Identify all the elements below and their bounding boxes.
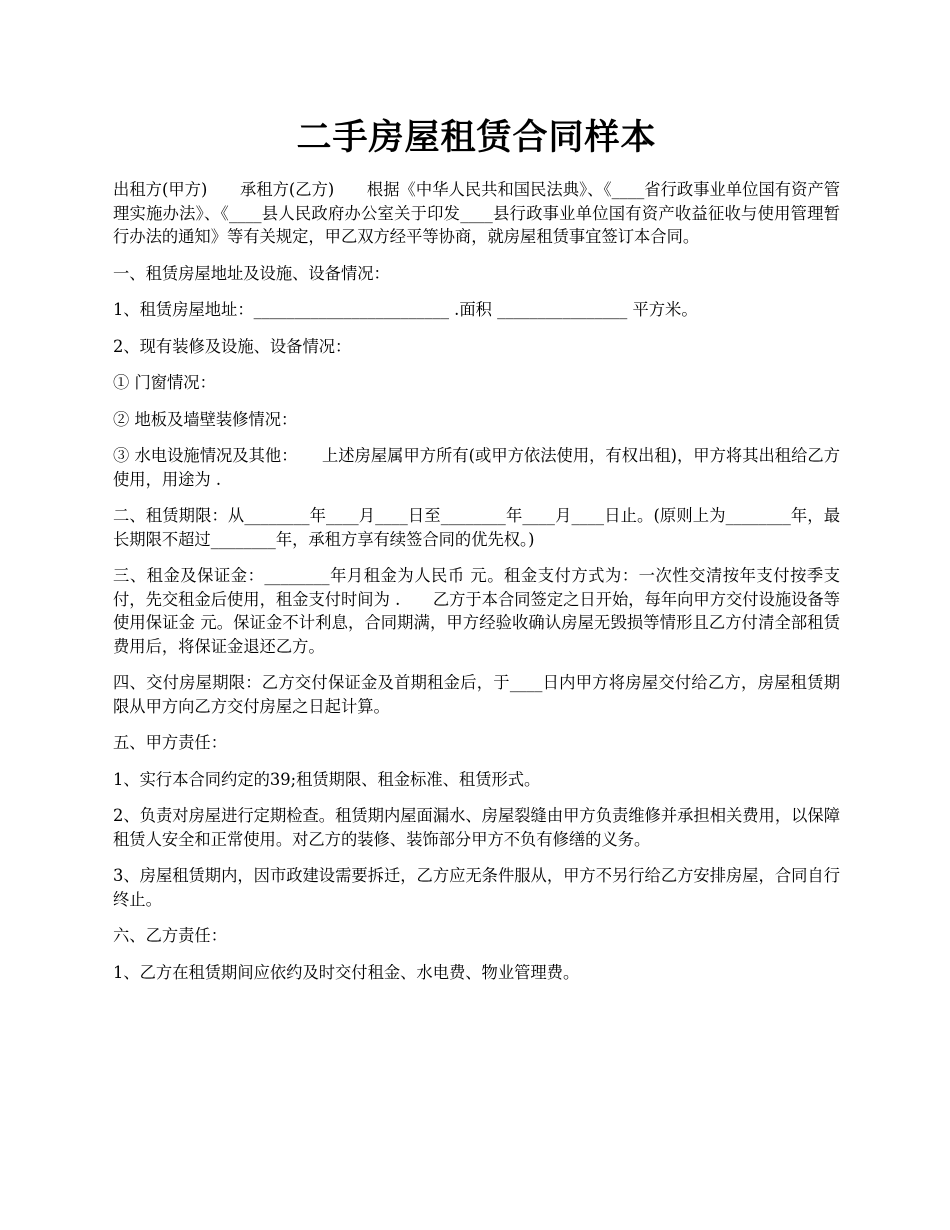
clause-5-2: 2、负责对房屋进行定期检查。租赁期内屋面漏水、房屋裂缝由甲方负责维修并承担相关费用，以保障租赁人安全和正常使用。对乙方的装修、装饰部分甲方不负有修缮的义务。 [113,806,840,849]
clause-1-2-b: ② 地板及墙壁装修情况： [113,409,298,429]
section-5-heading: 五、甲方责任： [113,733,227,752]
clause-1-1: 1、租赁房屋地址：________________________ .面积 ________________ 平方米。 [113,300,698,319]
section-3-rent-deposit: 三、租金及保证金：________年月租金为人民币 元。租金支付方式为：一次性交清按年支付按季支付，先交租金后使用，租金支付时间为 . 乙方于本合同签定之日开始，每年向甲方交付设施设备等使用保证金 元。保证金不计利息，合同期满，甲方经验收确认房屋无毁损等情形且乙方付清全部租赁费用后，将保证金退还乙方。 [113,566,840,656]
preamble-paragraph: 出租方(甲方) 承租方(乙方) 根据《中华人民共和国民法典》、《____省行政事业单位国有资产管理实施办法》、《____县人民政府办公室关于印发____县行政事业单位国有资产收益征收与使用管理暂行办法的通知》等有关规定，甲乙双方经平等协商，就房屋租赁事宜签订本合同。 [113,180,840,246]
clause-5-1: 1、实行本合同约定的39;租赁期限、租金标准、租赁形式。 [113,769,541,789]
clause-1-2-c: ③ 水电设施情况及其他： 上述房屋属甲方所有(或甲方依法使用，有权出租)，甲方将其出租给乙方使用，用途为 . [113,446,840,489]
clause-1-2-a: ① 门窗情况： [113,373,216,392]
clause-1-2: 2、现有装修及设施、设备情况： [113,336,352,356]
section-2-lease-term: 二、租赁期限：从________年____月____日至________年____月____日止。(原则上为________年，最长期限不超过________年，承租方享有续签合同的优先权。) [113,506,840,549]
clause-5-3: 3、房屋租赁期内，因市政建设需要拆迁，乙方应无条件服从，甲方不另行给乙方安排房屋，合同自行终止。 [113,866,840,909]
section-6-heading: 六、乙方责任： [113,926,227,945]
section-1-heading: 一、租赁房屋地址及设施、设备情况： [113,263,390,283]
document-page [113,0,840,984]
section-4-delivery: 四、交付房屋期限：乙方交付保证金及首期租金后，于____日内甲方将房屋交付给乙方，房屋租赁期限从甲方向乙方交付房屋之日起计算。 [113,673,840,716]
document-title: 二手房屋租赁合同样本 [296,117,657,158]
clause-6-1: 1、乙方在租赁期间应依约及时交付租金、水电费、物业管理费。 [113,962,580,982]
